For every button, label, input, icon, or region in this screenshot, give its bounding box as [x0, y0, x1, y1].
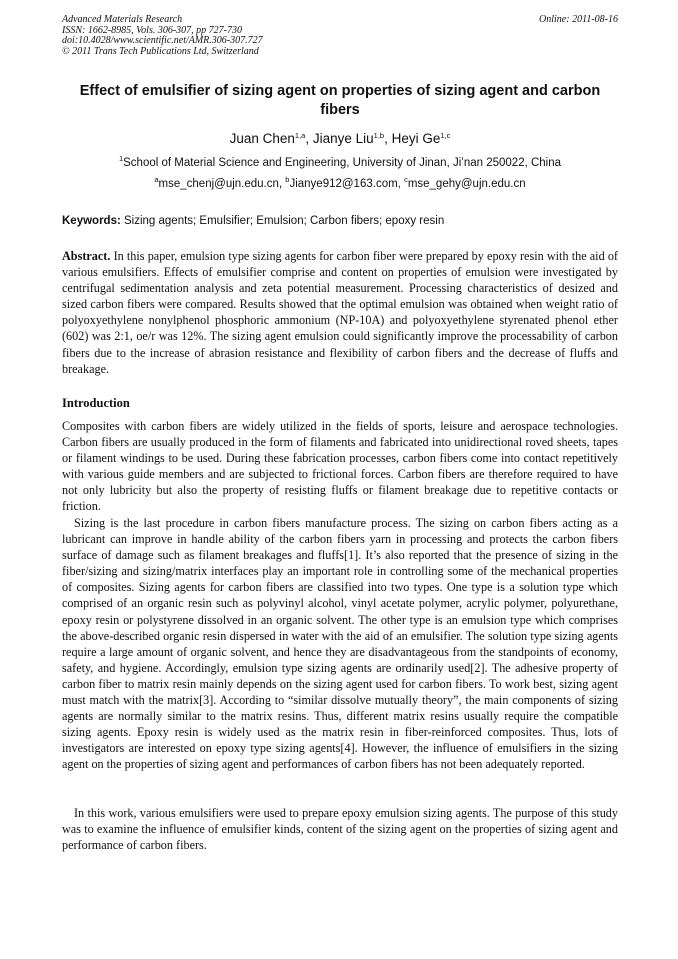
introduction-heading: Introduction	[62, 396, 130, 410]
author-superscript: 1,a	[294, 131, 306, 140]
introduction-paragraph: In this work, various emulsifiers were used to prepare epoxy emulsion sizing agents. The purpose of this study was to examine the influence of emulsifier kinds, content of the sizing agent on the properties of sizing agent and performance of carbon fibers.	[62, 806, 618, 853]
doi-line: doi:10.4028/www.scientific.net/AMR.306-307.727	[62, 35, 263, 46]
introduction-paragraph: Composites with carbon fibers are widely utilized in the fields of sports, leisure and aerospace technologies. Carbon fibers are usually produced in the form of filaments and fabricated into unidirectional roved sheets, tapes or filament windings to be used. During these fabrication processes, carbon fibers come into contact repetitively with various guide members and are subjected to frictional forces. Carbon fibers are therefore required to have not only lubricity but also the property of resisting fluffs or filament breakage due to repetitive contacts or friction.	[62, 419, 618, 514]
abstract	[62, 248, 618, 377]
email-superscript: a	[154, 175, 159, 184]
abstract-text: In this paper, emulsion type sizing agents for carbon fiber were prepared by epoxy resin with the aid of various emulsifiers. Effects of emulsifier comprise and content on properties of emulsion were investigated by centrifugal sedimentation analysis and zeta potential measurement. Processing characteristics of desized and sized carbon fibers were compared. Results showed that the optimal emulsion was obtained when weight ratio of polyoxyethylene nonylphenol phosphoric ammonium (NP-10A) and polyoxyethylene styrenated phenol ether (602) was 2:1, oe/r was 12%. The sizing agent emulsion could significantly improve the processability of carbon fibers due to the increase of abrasion resistance and flexibility of carbon fibers and the decrease of fluffs and breakage.	[62, 249, 618, 376]
email-superscript: c	[404, 175, 408, 184]
affiliation-superscript: 1	[118, 154, 124, 163]
email-address[interactable]: mse_gehy@ujn.edu.cn	[407, 178, 526, 190]
author-superscript: 1,c	[440, 131, 451, 140]
issn-line: ISSN: 1662-8985, Vols. 306-307, pp 727-730	[62, 24, 242, 36]
author-name: Jianye Liu	[312, 131, 374, 146]
keywords	[62, 214, 618, 229]
journal-info	[62, 15, 618, 57]
affiliation-text: School of Material Science and Engineering, University of Jinan, Ji’nan 250022, China	[123, 157, 562, 169]
affiliation	[62, 156, 618, 171]
author-name: Heyi Ge	[391, 131, 441, 146]
journal-name: Advanced Materials Research	[62, 14, 183, 25]
author-separator: ,	[384, 131, 392, 146]
paper-title: Effect of emulsifier of sizing agent on properties of sizing agent and carbon fibers	[79, 83, 601, 118]
author-separator: ,	[305, 131, 313, 146]
email-separator: ,	[397, 178, 405, 190]
author-name: Juan Chen	[229, 131, 295, 146]
author-list	[62, 130, 618, 147]
journal-header	[62, 15, 618, 57]
introduction-paragraph: Sizing is the last procedure in carbon fibers manufacture process. The sizing on carbon fibers acting as a lubricant can improve in handle ability of the carbon fibers yarn in processing and protects the carbon fibers surface of damage such as filament breakages and fluffs[1]. It’s also reported that the presence of sizing in the fiber/sizing and sizing/matrix interfaces play an important role in controlling some of the mechanical properties of composites. Sizing agents for carbon fibers are classified into two types. One type is a solution type which comprised of an organic resin such as polyvinyl alcohol, vinyl acetate polymer, acrylic polymer, polyurethane, epoxy resin or polystyrene dissolved in an organic solvent. The other type is an emulsion type which comprises the above-described organic resin dispersed in water with the aid of an emulsifier. The solution type sizing agents require a large amount of organic solvent, and hence they are disadvantageous from the standpoints of economy, safety, and hygiene. Accordingly, emulsion type sizing agents are ordinarily used[2]. The adhesive property of carbon fiber to matrix resin mainly depends on the sizing agent used for carbon fibers. To work best, sizing agent must match with the matrix[3]. According to “similar dissolve mutually theory”, the main components of sizing agents are normally similar to the matrix resins. Thus, different matrix resins usually require the compatible sizing agents. Epoxy resin is widely used as the matrix resin in fiber-reinforced composites. Thus, lots of investigators are interested on epoxy type sizing agents[4]. However, the influence of emulsifiers in the sizing agent on the properties of sizing agent and performances of carbon fibers has not been adequately reported.	[62, 516, 618, 772]
abstract-label: Abstract.	[62, 249, 111, 263]
keywords-text: Sizing agents; Emulsifier; Emulsion; Carbon fibers; epoxy resin	[120, 215, 445, 227]
copyright-line: © 2011 Trans Tech Publications Ltd, Switzerland	[62, 45, 259, 57]
email-address[interactable]: mse_chenj@ujn.edu.cn	[158, 178, 279, 190]
email-separator: ,	[278, 178, 286, 190]
email-address[interactable]: Jianye912@163.com	[289, 178, 398, 190]
online-date: Online: 2011-08-16	[539, 14, 618, 25]
keywords-label: Keywords:	[62, 215, 121, 227]
email-superscript: b	[285, 175, 290, 184]
author-superscript: 1,b	[373, 131, 385, 140]
email-list	[62, 177, 618, 192]
